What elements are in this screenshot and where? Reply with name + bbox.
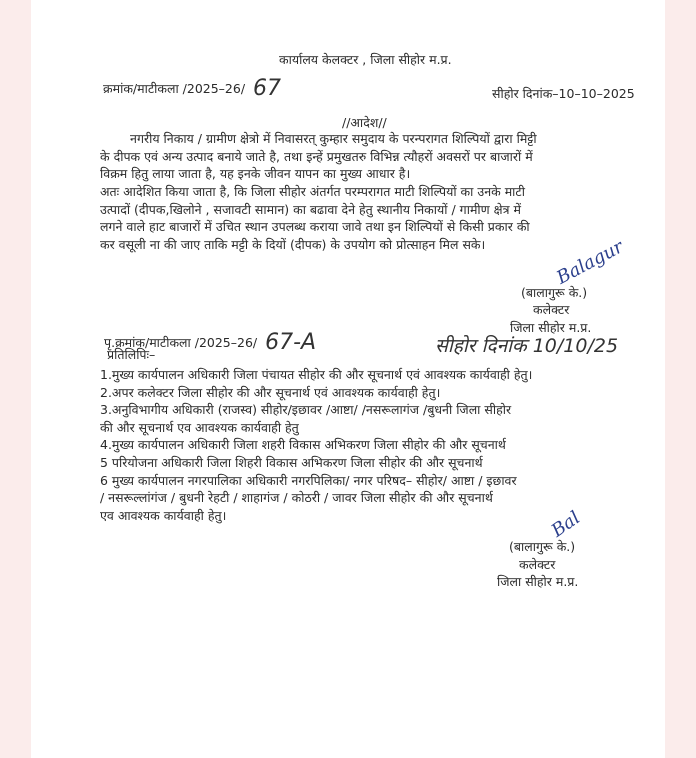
signatory-designation: कलेक्टर — [519, 557, 556, 572]
paragraph-line: के दीपक एवं अन्य उत्पाद बनाये जाते है, तथा इन्हें प्रमुखतरु विभिन्न त्यौहरों अवसरों पर बाजारों में — [100, 148, 533, 164]
place-date: सीहोर दिनांक–10–10–2025 — [492, 86, 635, 101]
handwritten-copy-date: सीहोर दिनांक 10/10/25 — [435, 335, 619, 357]
paragraph-line: विक्रम हितु लाया जाता है, यह इनके जीवन यापन का मुख्य आधार है। — [100, 166, 411, 181]
copy-item: एव आवश्यक कार्यवाही हेतु। — [100, 507, 227, 523]
handwritten-reference-number: 67 — [253, 76, 282, 101]
copy-item: की और सूचनार्थ एव आवश्यक कार्यवाही हेतु — [100, 419, 299, 435]
signature-scribble: Bal — [547, 507, 585, 542]
reference-prefix: क्रमांक/माटीकला /2025–26/ — [103, 81, 246, 96]
copy-item: 3.अनुविभागीय अधिकारी (राजस्व) सीहोर/इछावर /आष्टा/ /नसरूलागंज /बुधनी जिला सीहोर — [100, 402, 512, 418]
copy-distribution-list — [100, 366, 660, 524]
signature-scribble: Balagur — [553, 236, 627, 289]
copy-item: / नसरूल्लांगंज / बुधनी रेहटी / शाहागंज / कोठरी / जावर जिला सीहोर की और सूचनार्थ — [100, 490, 493, 506]
reference-number — [103, 76, 282, 101]
copy-item: 2.अपर कलेक्टर जिला सीहोर की और सूचनार्थ एवं आवश्यक कार्यवाही हेतु। — [100, 384, 441, 400]
order-paragraph-2 — [100, 183, 642, 253]
copy-item: 4.मुख्य कार्यपालन अधिकारी जिला शहरी विकास अभिकरण जिला सीहोर की और सूचनार्थ — [100, 437, 506, 453]
handwritten-copy-reference: 67-A — [265, 330, 317, 355]
signatory-district: जिला सीहोर म.प्र. — [497, 574, 579, 589]
paragraph-line: नगरीय निकाय / ग्रामीण क्षेत्रो में निवासरत् कुम्हार समुदाय के परन्परागत शिल्पियों द्वारा मिट्टी — [130, 131, 537, 146]
copy-reference-prefix: पृ.क्रमांक/माटीकला /2025–26/ — [104, 335, 258, 350]
signatory-designation: कलेक्टर — [533, 302, 570, 317]
signatory-district: जिला सीहोर म.प्र. — [510, 320, 592, 335]
copy-item: 6 मुख्य कार्यपालन नगरपालिका अधिकारी नगरपिलिका/ नगर परिषद– सीहोर/ आष्टा / इछावर — [100, 472, 517, 488]
paragraph-line: अतः आदेशित किया जाता है, कि जिला सीहोर अंतर्गत परम्परागत माटी शिल्पियों का उनके माटी — [100, 184, 525, 199]
signatory-name: (बालागुरू के.) — [509, 539, 576, 554]
order-title: //आदेश// — [342, 115, 387, 130]
paragraph-line: कर वसूली ना की जाए ताकि मट्टी के दियों (दीपक) के उपयोग को प्रोत्साहन मिल सके। — [100, 236, 486, 252]
copy-label: प्रतिलिपिः– — [107, 347, 156, 362]
office-heading: कार्यालय केलक्टर , जिला सीहोर म.प्र. — [279, 52, 452, 67]
order-paragraph-1 — [100, 130, 642, 183]
copy-item: 1.मुख्य कार्यपालन अधिकारी जिला पंचायत सीहोर की और सूचनार्थ एवं आवश्यक कार्यवाही हेतु। — [100, 367, 533, 382]
paragraph-line: लगने वाले हाट बाजारों में उचित स्थान उपलब्ध कराया जावे तथा इन शिल्पियों से किसी प्रकार की — [100, 219, 530, 234]
paragraph-line: उत्पादों (दीपक,खिलोने , सजावटी सामान) का बढावा देने हेतु स्थानीय निकायों / गामीण क्षेत्र में — [100, 201, 521, 217]
document-page — [31, 0, 665, 758]
copy-item: 5 परियोजना अधिकारी जिला शिहरी विकास अभिकरण जिला सीहोर की और सूचनार्थ — [100, 454, 483, 470]
signatory-name: (बालागुरू के.) — [521, 285, 588, 300]
